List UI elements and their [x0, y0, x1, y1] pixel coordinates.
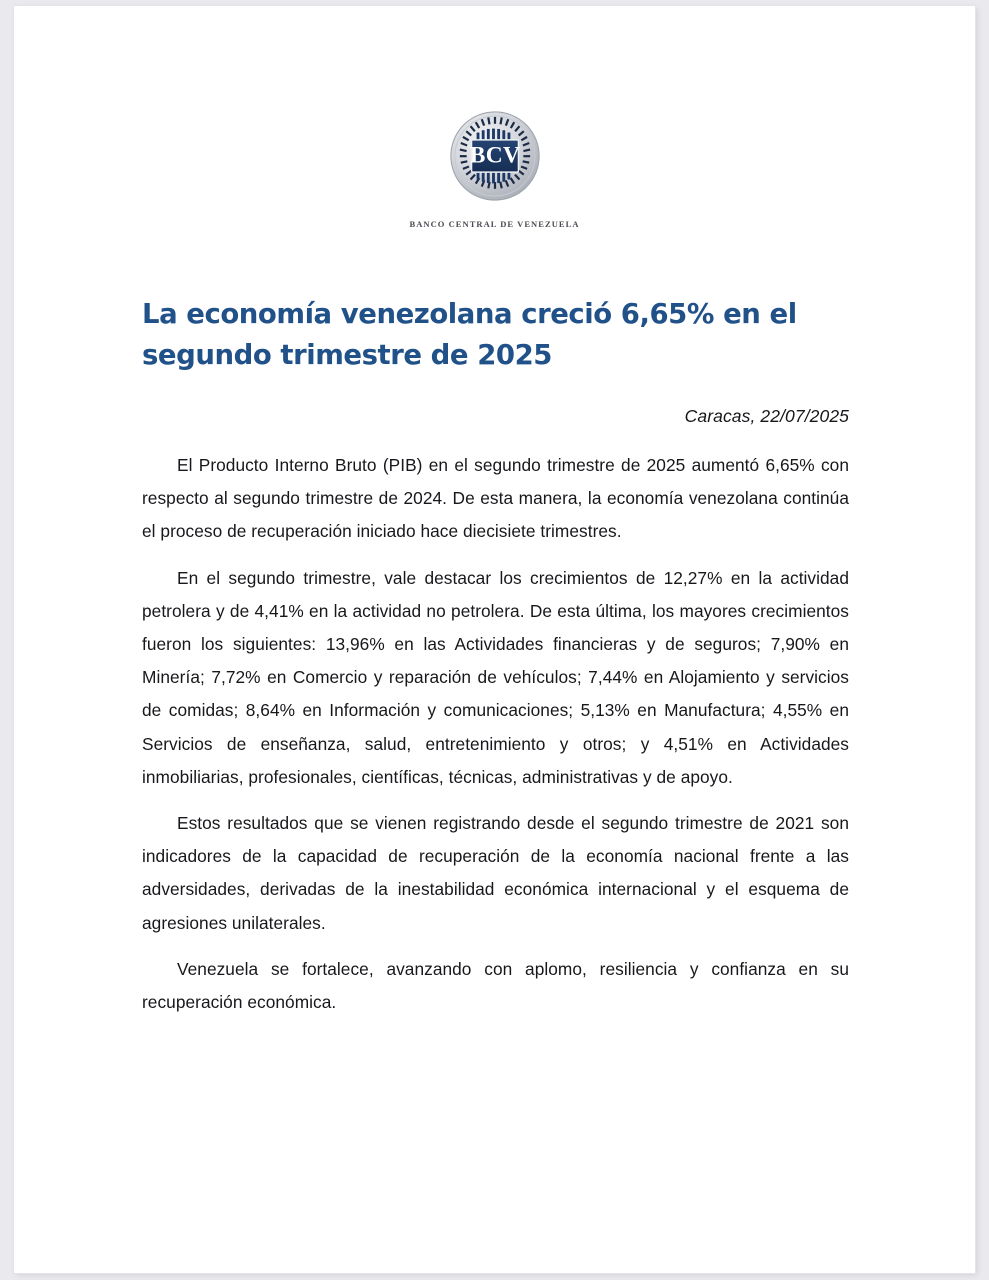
page-title: La economía venezolana creció 6,65% en el segundo trimestre de 2025 — [142, 298, 797, 371]
paragraph: En el segundo trimestre, vale destacar los crecimientos de 12,27% en la actividad petrolera y de 4,41% en la actividad no petrolera. De esta última, los mayores crecimientos fueron los siguientes: 13,96% en las Actividades financieras y de seguros; 7,90% en Minería; 7,72% en Comercio y reparación de vehículos; 7,44% en Alojamiento y servicios de comidas; 8,64% en Información y comunicaciones; 5,13% en Manufactura; 4,55% en Servicios de enseñanza, salud, entretenimiento y otros; y 4,51% en Actividades inmobiliarias, profesionales, científicas, técnicas, administrativas y de apoyo. — [142, 567, 849, 787]
paragraph: Estos resultados que se vienen registrando desde el segundo trimestre de 2021 son indicadores de la capacidad de recuperación de la economía nacional frente a las adversidades, derivadas de la inestabilidad económica internacional y el esquema de agresiones unilaterales. — [142, 813, 849, 933]
dateline: Caracas, 22/07/2025 — [684, 406, 849, 426]
document-page — [14, 6, 975, 1273]
article — [142, 294, 849, 1019]
svg-text:BCV: BCV — [469, 142, 520, 169]
paragraph: El Producto Interno Bruto (PIB) en el segundo trimestre de 2025 aumentó 6,65% con respecto al segundo trimestre de 2024. De esta manera, la economía venezolana continúa el proceso de recuperación iniciado hace diecisiete trimestres. — [142, 455, 849, 542]
article-body — [142, 449, 849, 1019]
institution-name: BANCO CENTRAL DE VENEZUELA — [409, 219, 580, 229]
masthead — [14, 110, 975, 229]
bcv-seal-icon — [449, 110, 541, 202]
paragraph: Venezuela se fortalece, avanzando con aplomo, resiliencia y confianza en su recuperación económica. — [142, 958, 849, 1013]
